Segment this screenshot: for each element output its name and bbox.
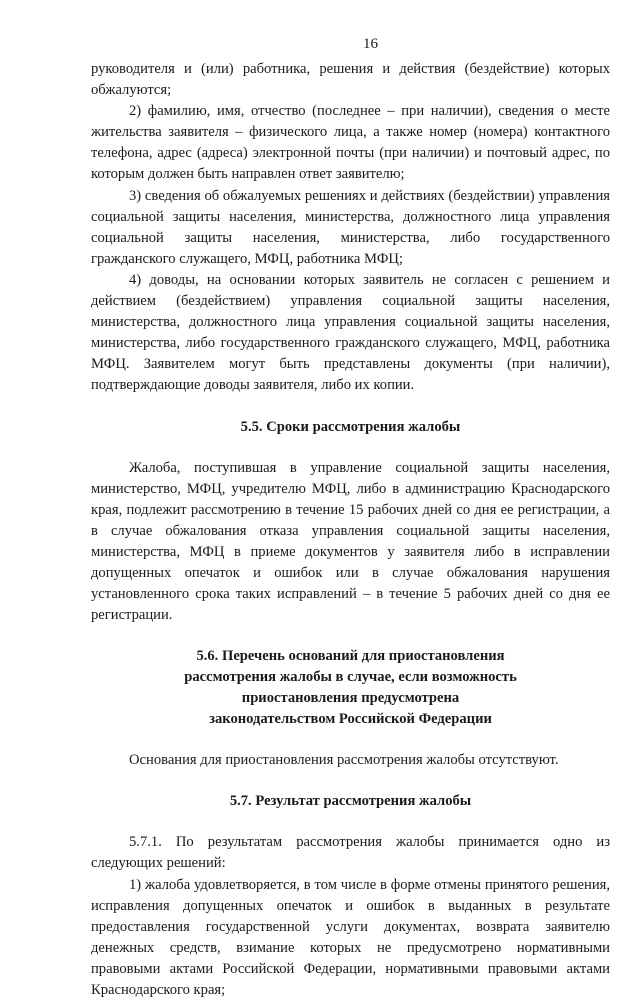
heading-line: законодательством Российской Федерации xyxy=(209,711,492,728)
page-number: 16 xyxy=(363,36,378,52)
paragraph-continuation: руководителя и (или) работника, решения и действия (бездействие) которых обжалуются; xyxy=(91,61,610,99)
heading-line: рассмотрения жалобы в случае, если возможность xyxy=(184,669,517,686)
heading-line: приостановления предусмотрена xyxy=(241,690,460,707)
section-heading-5-6 xyxy=(91,646,610,730)
section-heading-5-7: 5.7. Результат рассмотрения жалобы xyxy=(229,793,472,810)
section-5-6-body: Основания для приостановления рассмотрения жалобы отсутствуют. xyxy=(129,752,559,769)
heading-line: 5.6. Перечень оснований для приостановления xyxy=(196,648,505,665)
paragraph-item-3: 3) сведения об обжалуемых решениях и действиях (бездействии) управления социальной защиты населения, министерства, должностного лица управления социальной защиты населения, министерства, либо государственного гражданского служащего, МФЦ, работника МФЦ; xyxy=(91,187,610,267)
paragraph-item-2: 2) фамилию, имя, отчество (последнее – при наличии), сведения о месте жительства заявителя – физического лица, а также номер (номера) контактного телефона, адрес (адреса) электронной почты (при наличии) и почтовый адрес, по которым должен быть направлен ответ заявителю; xyxy=(91,103,610,183)
section-5-5-body: Жалоба, поступившая в управление социальной защиты населения, министерство, МФЦ, учредителю МФЦ, либо в администрацию Краснодарского края, подлежит рассмотрению в течение 15 рабочих дней со дня ее регистрации, а в случае обжалования отказа управления социальной защиты населения, министерства, МФЦ в приеме документов у заявителя либо в исправлении допущенных опечаток и ошибок или в случае обжалования нарушения установленного срока таких исправлений – в течение 5 рабочих дней со дня ее регистрации. xyxy=(91,459,610,624)
paragraph-item-4: 4) доводы, на основании которых заявитель не согласен с решением и действием (бездействием) управления социальной защиты населения, министерства, должностного лица управления социальной защиты населения, министерства, либо государственного гражданского служащего, МФЦ, работника МФЦ. Заявителем могут быть представлены документы (при наличии), подтверждающие доводы заявителя, либо их копии. xyxy=(91,271,610,394)
section-heading-5-5: 5.5. Сроки рассмотрения жалобы xyxy=(240,418,461,435)
paragraph-decision-1: 1) жалоба удовлетворяется, в том числе в форме отмены принятого решения, исправления допущенных опечаток и ошибок в выданных в результате предоставления государственной услуги документах, возврата заявителю денежных средств, взимание которых не предусмотрено нормативными правовыми актами Российской Федерации, нормативными правовыми актами Краснодарского края; xyxy=(91,876,610,998)
paragraph-5-7-1: 5.7.1. По результатам рассмотрения жалобы принимается одно из следующих решений: xyxy=(91,834,610,872)
